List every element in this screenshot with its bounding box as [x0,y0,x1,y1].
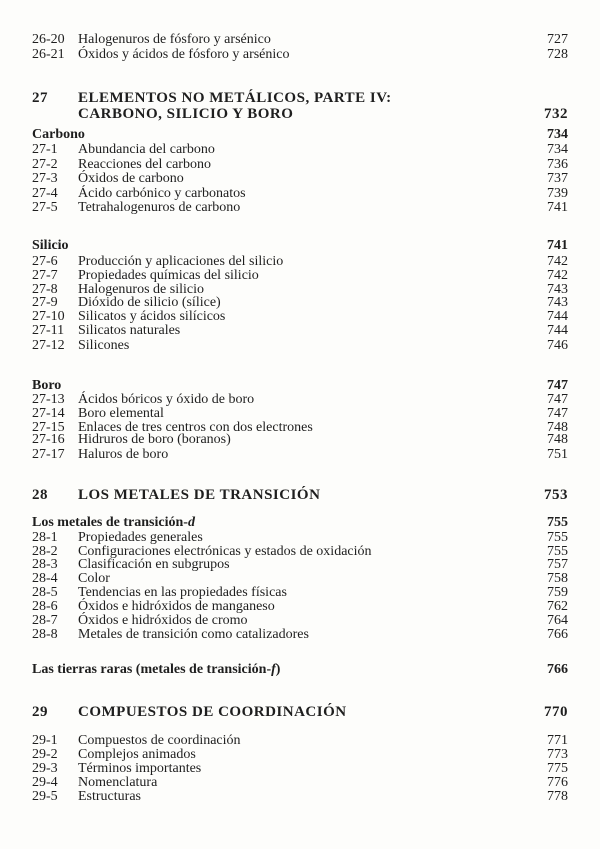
toc-entry [32,142,568,158]
entry-number: 27-2 [32,157,58,172]
title-text: Tendencias en las propiedades físicas [78,585,287,600]
page-number: 748 [547,432,568,447]
entry-number: 29-1 [32,733,58,748]
section-heading [32,127,568,143]
title-text: Estructuras [78,789,141,804]
toc-entry [32,200,568,216]
toc-entry [32,447,568,463]
page-number: 770 [544,704,568,720]
page-number: 773 [547,747,568,762]
entry-title [78,200,240,216]
title-text: Ácido carbónico y carbonatos [78,186,246,201]
title-text: Silicones [78,338,130,353]
title-text: Boro elemental [78,406,164,421]
entry-title [78,32,271,48]
title-text: Óxidos e hidróxidos de manganeso [78,599,275,614]
title-text: COMPUESTOS DE COORDINACIÓN [78,704,347,720]
title-after: ) [275,662,281,677]
page-number: 747 [547,378,568,393]
entry-number: 28-8 [32,627,58,642]
chapter-heading [32,90,568,122]
toc-entry [32,32,568,48]
entry-number: 27-7 [32,268,58,283]
entry-number: 28-4 [32,571,58,586]
title-text: Óxidos de carbono [78,171,184,186]
entry-title [78,338,129,354]
page-number: 732 [544,106,568,122]
entry-number: 27-6 [32,254,58,269]
entry-number: 28-2 [32,544,58,559]
entry-number: 27-5 [32,200,58,215]
entry-number: 29 [32,704,48,720]
title-text: Términos importantes [78,761,202,776]
entry-number: 28-7 [32,613,58,628]
title-text: Carbono [32,127,85,142]
entry-number: 27-15 [32,420,65,435]
page-number: 766 [547,627,568,642]
entry-number: 27-1 [32,142,58,157]
toc-entry [32,432,568,448]
entry-number: 28-6 [32,599,58,614]
toc-entry [32,47,568,63]
page-number: 755 [547,544,568,559]
entry-title [78,90,392,106]
title-text: Boro [32,378,62,393]
page-number: 759 [547,585,568,600]
entry-number: 26-20 [32,32,65,47]
page-number: 739 [547,186,568,201]
toc-entry [32,338,568,354]
entry-title [78,627,309,643]
section-heading [32,662,568,678]
entry-title [78,487,320,503]
entry-title [78,171,184,187]
page-number: 744 [547,323,568,338]
page-number: 758 [547,571,568,586]
entry-title [32,515,195,531]
entry-number: 27-12 [32,338,65,353]
entry-title [32,127,85,143]
title-text: Nomenclatura [78,775,158,790]
entry-number: 27-13 [32,392,65,407]
title-text: Compuestos de coordinación [78,733,241,748]
page-number: 742 [547,268,568,283]
title-text: Halogenuros de fósforo y arsénico [78,32,271,47]
title-text: Silicatos y ácidos silícicos [78,309,226,324]
title-text: Reacciones del carbono [78,157,211,172]
page-number: 757 [547,557,568,572]
title-text: Color [78,571,110,586]
title-text: Óxidos e hidróxidos de cromo [78,613,248,628]
entry-number: 29-2 [32,747,58,762]
entry-number: 29-3 [32,761,58,776]
page-number: 748 [547,420,568,435]
entry-title [78,142,215,158]
entry-number: 27-9 [32,295,58,310]
entry-number: 27-3 [32,171,58,186]
entry-title [78,323,180,339]
chapter-heading [32,704,568,720]
page-number: 734 [547,142,568,157]
page-number: 743 [547,282,568,297]
page-number: 764 [547,613,568,628]
title-text: Complejos animados [78,747,196,762]
page-number: 742 [547,254,568,269]
page-number: 747 [547,392,568,407]
entry-number: 27-4 [32,186,58,201]
page-number: 741 [547,238,568,253]
title-text: Óxidos y ácidos de fósforo y arsénico [78,47,290,62]
page-number: 762 [547,599,568,614]
section-heading [32,515,568,531]
entry-title [32,238,69,254]
page-number: 728 [547,47,568,62]
entry-number: 29-4 [32,775,58,790]
page-number: 771 [547,733,568,748]
page-number: 755 [547,530,568,545]
entry-title [78,704,347,720]
entry-title [78,789,141,805]
entry-number: 28-5 [32,585,58,600]
entry-title [78,47,290,63]
title-text: Las tierras raras (metales de transición- [32,662,272,677]
title-text: Propiedades generales [78,530,203,545]
page-number: 746 [547,338,568,353]
title-text: Enlaces de tres centros con dos electrones [78,420,313,435]
title-text: Tetrahalogenuros de carbono [78,200,241,215]
entry-number: 26-21 [32,47,65,62]
entry-number: 28-1 [32,530,58,545]
entry-title [78,432,231,448]
page-number: 734 [547,127,568,142]
title-text: Propiedades químicas del silicio [78,268,259,283]
title-text: LOS METALES DE TRANSICIÓN [78,487,321,503]
title-text: Dióxido de silicio (sílice) [78,295,221,310]
entry-title [32,662,280,678]
title-text: Haluros de boro [78,447,169,462]
title-text: Clasificación en subgrupos [78,557,230,572]
page-number: 775 [547,761,568,776]
entry-title [78,447,168,463]
title-text: Producción y aplicaciones del silicio [78,254,284,269]
page-number: 776 [547,775,568,790]
entry-number: 27 [32,90,48,106]
page-number: 778 [547,789,568,804]
toc-entry [32,323,568,339]
page-number: 751 [547,447,568,462]
title-text: Abundancia del carbono [78,142,215,157]
page-number: 743 [547,295,568,310]
page-number: 727 [547,32,568,47]
chapter-heading [32,487,568,503]
title-text: Hidruros de boro (boranos) [78,432,231,447]
entry-number: 27-8 [32,282,58,297]
title-text: Ácidos bóricos y óxido de boro [78,392,255,407]
page-number: 736 [547,157,568,172]
entry-number: 27-14 [32,406,65,421]
entry-number: 28-3 [32,557,58,572]
entry-number: 28 [32,487,48,503]
entry-number: 27-10 [32,309,65,324]
page-number: 744 [547,309,568,324]
title-italic: f [271,662,276,677]
title-text: Silicio [32,238,69,253]
title-text: Los metales de transición- [32,515,188,530]
page-number: 766 [547,662,568,677]
chapter-title-line2: CARBONO, SILICIO Y BORO [78,106,294,122]
page-number: 741 [547,200,568,215]
title-text: Silicatos naturales [78,323,181,338]
toc-entry [32,789,568,805]
page-number: 737 [547,171,568,186]
entry-number: 27-11 [32,323,65,338]
page-number: 755 [547,515,568,530]
title-text: Metales de transición como catalizadores [78,627,309,642]
title-text: Halogenuros de silicio [78,282,204,297]
page-number: 753 [544,487,568,503]
toc-entry [32,627,568,643]
title-text: Configuraciones electrónicas y estados de oxidación [78,544,372,559]
toc-entry [32,171,568,187]
entry-number: 27-16 [32,432,65,447]
title-italic: d [187,515,195,530]
entry-number: 29-5 [32,789,58,804]
entry-number: 27-17 [32,447,65,462]
page-number: 747 [547,406,568,421]
title-text: ELEMENTOS NO METÁLICOS, PARTE IV: [78,90,392,106]
section-heading [32,238,568,254]
